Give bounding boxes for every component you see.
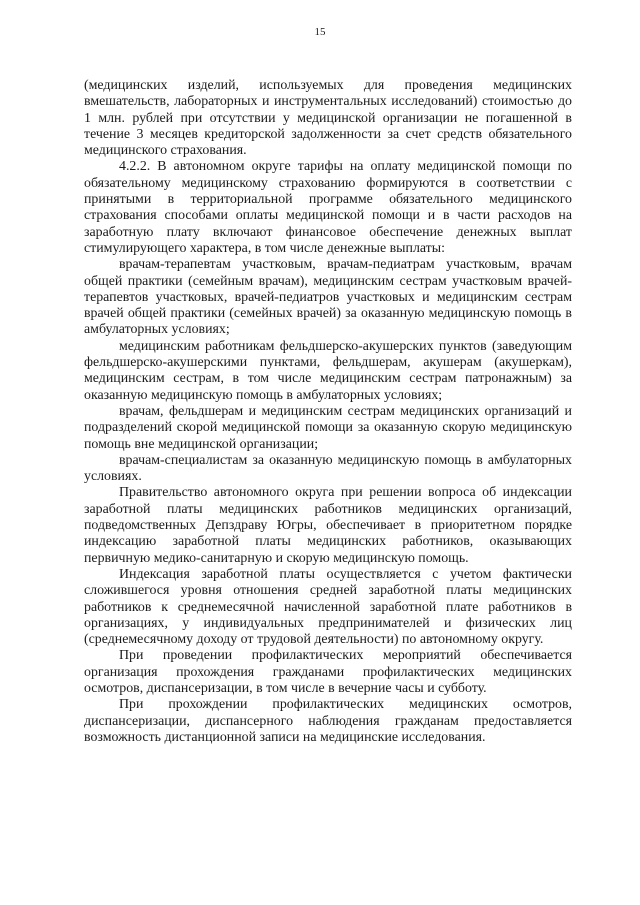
paragraph-ambulance: врачам, фельдшерам и медицинским сестрам медицинских организаций и подразделений скорой медицинской помощи за оказанную скорую медицинскую помощь вне медицинской организации; [84, 403, 572, 452]
paragraph-preventive-measures: При проведении профилактических мероприятий обеспечивается организация прохождения гражданами профилактических медицинских осмотров, диспансеризации, в том числе в вечерние часы и субботу. [84, 648, 572, 696]
paragraph-indexation-basis: Индексация заработной платы осуществляется с учетом фактически сложившегося уровня отношения средней заработной платы медицинских работников к среднемесячной начисленной заработной плате работников в организациях, у индивидуальных предпринимателей и физических лиц (среднемесячному доходу от трудовой деятельности) по автономному округу. [84, 566, 572, 648]
page-number: 15 [314, 26, 326, 38]
paragraph-therapists: врачам-терапевтам участковым, врачам-педиатрам участковым, врачам общей практики (семейным врачам), медицинским сестрам участковым врачей-терапевтов участковых, врачей-педиатров участковых и медицинским сестрам врачей общей практики (семейных врачей) за оказанную медицинскую помощь в амбулаторных условиях; [84, 257, 572, 338]
paragraph-equipment-cost: (медицинских изделий, используемых для проведения медицинских вмешательств, лабораторных и инструментальных исследований) стоимостью до 1 млн. рублей при отсутствии у медицинской организации не погашенной в течение 3 месяцев кредиторской задолженности за счет средств обязательного медицинского страхования. [84, 78, 572, 159]
paragraph-feldsher-stations: медицинским работникам фельдшерско-акушерских пунктов (заведующим фельдшерско-акушерскими пунктами, фельдшерам, акушерам (акушеркам), медицинским сестрам, в том числе медицинским сестрам патронажным) за оказанную медицинскую помощь в амбулаторных условиях; [84, 338, 572, 403]
paragraph-salary-indexation: Правительство автономного округа при решении вопроса об индексации заработной платы медицинских работников медицинских организаций, подведомственных Депздраву Югры, обеспечивает в приоритетном порядке индексацию заработной платы медицинских работников, оказывающих первичную медико-санитарную и скорую медицинскую помощь. [84, 485, 572, 566]
paragraph-remote-booking: При прохождении профилактических медицинских осмотров, диспансеризации, диспансерного наблюдения гражданам предоставляется возможность дистанционной записи на медицинские исследования. [84, 697, 572, 745]
paragraph-specialists: врачам-специалистам за оказанную медицинскую помощь в амбулаторных условиях. [84, 452, 572, 485]
paragraph-tariffs: 4.2.2. В автономном округе тарифы на оплату медицинской помощи по обязательному медицинскому страхованию формируются в соответствии с принятыми в территориальной программе обязательного медицинского страхования способами оплаты медицинской помощи и в части расходов на заработную плату включают финансовое обеспечение денежных выплат стимулирующего характера, в том числе денежные выплаты: [84, 159, 572, 256]
document-body [84, 78, 572, 746]
